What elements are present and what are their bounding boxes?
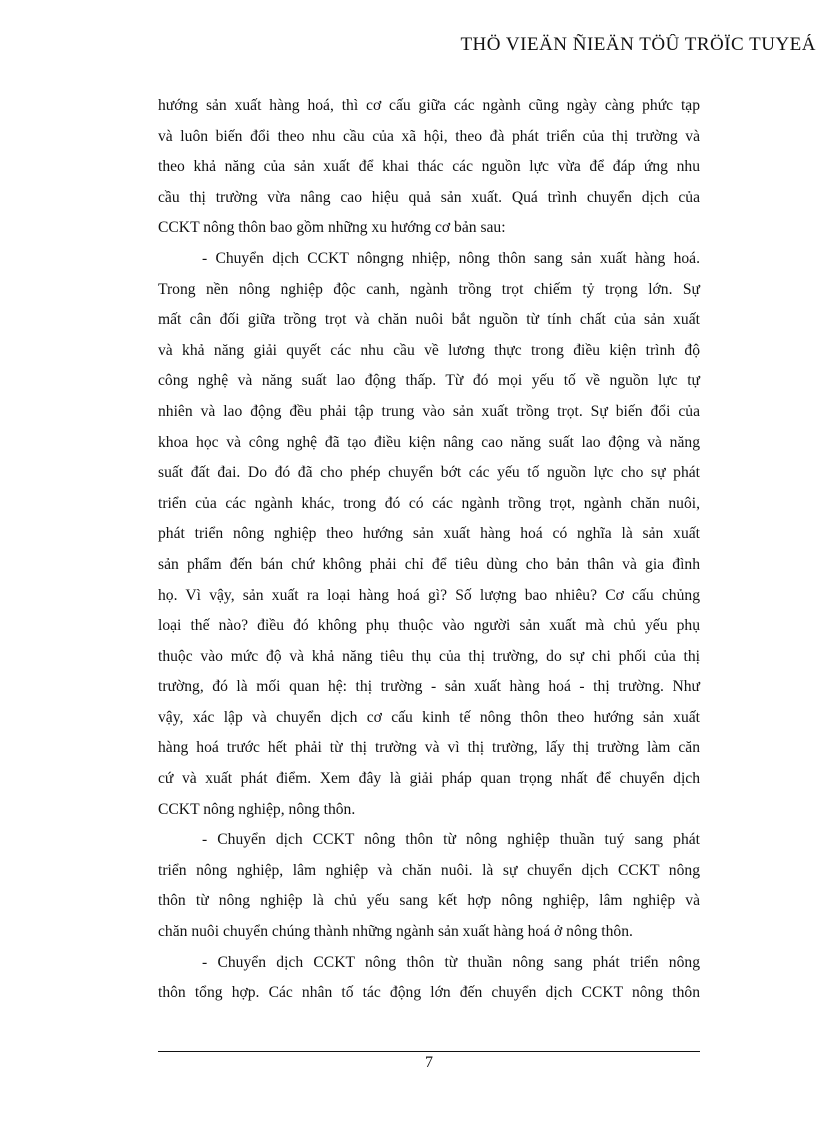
text-line: họ. Vì vậy, sản xuất ra loại hàng hoá gì? Số lượng bao nhiêu? Cơ cấu chủng: [158, 586, 700, 604]
text-line: hướng sản xuất hàng hoá, thì cơ cấu giữa các ngành cũng ngày càng phức tạp: [158, 97, 700, 114]
page-header: THÖ VIEÄN ÑIEÄN TÖÛ TRÖÏC TUYEÁ: [460, 34, 816, 55]
text-line: thôn tổng hợp. Các nhân tố tác động lớn đến chuyển dịch CCKT nông thôn: [158, 984, 700, 1002]
text-line: chăn nuôi chuyển chúng thành những ngành sản xuất hàng hoá ở nông thôn.: [158, 923, 633, 941]
text-line: cứ và xuất phát điểm. Xem đây là giải pháp quan trọng nhất để chuyển dịch: [158, 770, 700, 788]
text-line: thuộc vào mức độ và khả năng tiêu thụ của thị trường, do sự chi phối của thị: [158, 647, 700, 665]
text-line: và khả năng giải quyết các nhu cầu về lương thực trong điều kiện trình độ: [158, 341, 700, 359]
text-line: suất đất đai. Do đó đã cho phép chuyển bớt các yếu tố nguồn lực cho sự phát: [158, 464, 700, 482]
text-line: CCKT nông thôn bao gồm những xu hướng cơ bản sau:: [158, 219, 506, 237]
text-line: - Chuyển dịch CCKT nôngng nhiệp, nông thôn sang sản xuất hàng hoá.: [202, 249, 700, 267]
text-line: theo khả năng của sản xuất để khai thác các nguồn lực vừa để đáp ứng nhu: [158, 158, 700, 176]
text-line: hàng hoá trước hết phải từ thị trường và vì thị trường, lấy thị trường làm căn: [158, 739, 700, 757]
text-line: khoa học và công nghệ đã tạo điều kiện nâng cao năng suất lao động và năng: [158, 433, 700, 451]
text-line: công nghệ và năng suất lao động thấp. Từ đó mọi yếu tố về nguồn lực tự: [158, 372, 700, 390]
text-line: CCKT nông nghiệp, nông thôn.: [158, 800, 356, 818]
footer-divider: [158, 1051, 700, 1052]
text-line: - Chuyển dịch CCKT nông thôn từ nông nghiệp thuần tuý sang phát: [202, 831, 700, 849]
text-line: - Chuyển dịch CCKT nông thôn từ thuần nông sang phát triển nông: [202, 953, 700, 971]
text-line: phát triển nông nghiệp theo hướng sản xuất hàng hoá có nghĩa là sản xuất: [158, 525, 700, 543]
text-line: sản phẩm đến bán chứ không phải chỉ để tiêu dùng cho bản thân và gia đình: [158, 555, 700, 573]
page-number: 7: [425, 1054, 433, 1071]
text-line: cầu thị trường vừa nâng cao hiệu quả sản xuất. Quá trình chuyển dịch của: [158, 188, 700, 206]
text-line: nhiên và lao động đều phải tập trung vào sản xuất trồng trọt. Sự biến đổi của: [158, 402, 700, 420]
text-line: loại thế nào? điều đó không phụ thuộc vào người sản xuất mà chủ yếu phụ: [158, 617, 700, 635]
text-line: Trong nền nông nghiệp độc canh, ngành trồng trọt chiếm tỷ trọng lớn. Sự: [158, 280, 700, 298]
text-line: vậy, xác lập và chuyển dịch cơ cấu kinh tế nông thôn theo hướng sản xuất: [158, 708, 700, 726]
text-line: triển nông nghiệp, lâm nghiệp và chăn nuôi. là sự chuyển dịch CCKT nông: [158, 861, 700, 879]
text-line: thôn từ nông nghiệp là chủ yếu sang kết hợp nông nghiệp, lâm nghiệp và: [158, 892, 700, 910]
text-line: trường, đó là mối quan hệ: thị trường - sản xuất hàng hoá - thị trường. Như: [158, 678, 700, 696]
text-line: triển của các ngành khác, trong đó có các ngành trồng trọt, ngành chăn nuôi,: [158, 494, 700, 512]
text-line: mất cân đối giữa trồng trọt và chăn nuôi bắt nguồn từ tính chất của sản xuất: [158, 311, 700, 329]
text-line: và luôn biến đổi theo nhu cầu của xã hội, theo đà phát triển của thị trường và: [158, 127, 700, 145]
body-text: [158, 91, 700, 1009]
